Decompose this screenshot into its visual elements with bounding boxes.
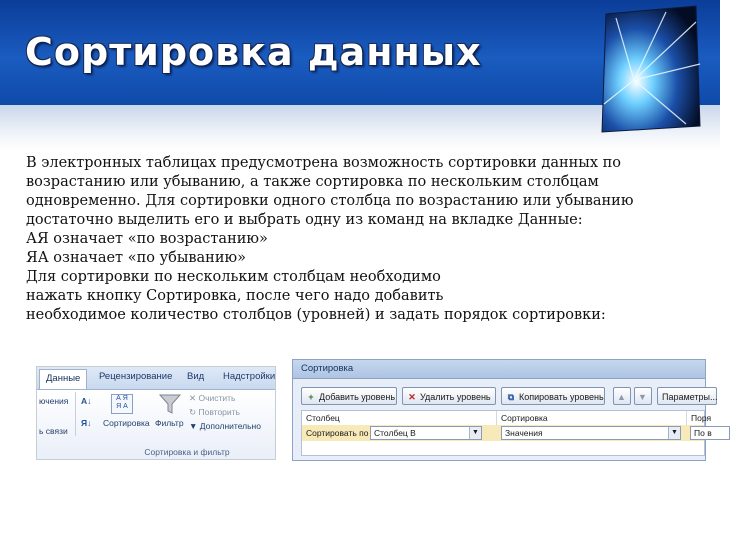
dialog-title: Сортировка [293,360,705,379]
add-level-button[interactable]: + Добавить уровень [301,387,397,405]
paragraph-line: В электронных таблицах предусмотрена возможность сортировки данных по [26,155,622,171]
move-up-button[interactable]: ▲ [613,387,631,405]
sort-filter-group-label: Сортировка и фильтр [144,447,230,457]
plus-icon: + [308,392,314,402]
paragraph-line: достаточно выделить его и выбрать одну из команд на вкладке Данные: [26,212,583,228]
column-header-order: Поря [691,413,712,423]
advanced-filter-item[interactable]: ▼ Дополнительно [189,421,261,431]
chevron-down-icon: ▼ [469,427,481,439]
sort-on-select[interactable]: Значения ▼ [501,426,681,440]
text-line: необходимое количество столбцов (уровней) и задать порядок сортировки: [26,307,606,323]
tab-view[interactable]: Вид [187,371,205,382]
chevron-down-icon: ▼ [668,427,680,439]
sort-button-label: Сортировка [103,418,150,428]
tab-data[interactable]: Данные [39,369,87,389]
ribbon-tabs [37,367,275,390]
filter-label: Фильтр [155,418,184,428]
options-button[interactable]: Параметры... [657,387,717,405]
ribbon-body [37,390,275,459]
sort-descending-icon[interactable]: Я↓ [81,418,92,428]
column-header-column: Столбец [302,411,497,425]
tab-review[interactable]: Рецензирование [99,371,173,382]
move-down-button[interactable]: ▼ [634,387,652,405]
ribbon-screenshot [36,366,276,460]
column-select[interactable]: Столбец B ▼ [370,426,482,440]
column-header-sort-on: Сортировка [497,411,687,425]
slide-body [26,154,696,325]
connections-label[interactable]: ючения [39,396,69,406]
copy-icon: ⧉ [507,392,515,402]
text-line: АЯ означает «по возрастанию» [26,231,268,247]
filter-button[interactable] [153,392,189,436]
clear-filter-item[interactable]: ✕ Очистить [189,393,236,403]
copy-level-button[interactable]: ⧉ Копировать уровень [501,387,605,405]
tab-addins[interactable]: Надстройки [223,371,276,382]
delete-level-button[interactable]: ✕ Удалить уровень [402,387,496,405]
sort-dialog-icon: А Я Я А [111,394,133,414]
dialog-toolbar [301,387,718,407]
paragraph-line: одновременно. Для сортировки одного столбца по возрастанию или убыванию [26,193,634,209]
paragraph-line: возрастанию или убыванию, а также сортировка по нескольким столбцам [26,174,599,190]
text-line: ЯА означает «по убыванию» [26,250,246,266]
sort-dialog-screenshot [292,359,718,461]
sort-by-label: Сортировать по [306,428,369,438]
close-icon: ✕ [408,392,416,402]
order-select[interactable]: По в [690,426,730,440]
sort-levels-grid [301,410,712,456]
group-divider [75,392,76,436]
text-line: нажать кнопку Сортировка, после чего надо добавить [26,288,444,304]
text-line: Для сортировки по нескольким столбцам необходимо [26,269,441,285]
slide-title: Сортировка данных [25,30,482,74]
light-burst-decoration [596,4,704,134]
funnel-icon [159,394,181,414]
sort-button[interactable] [103,392,150,436]
links-label[interactable]: ь связи [39,426,68,436]
sort-ascending-icon[interactable]: А↓ [81,396,92,406]
reapply-filter-item[interactable]: ↻ Повторить [189,407,240,417]
